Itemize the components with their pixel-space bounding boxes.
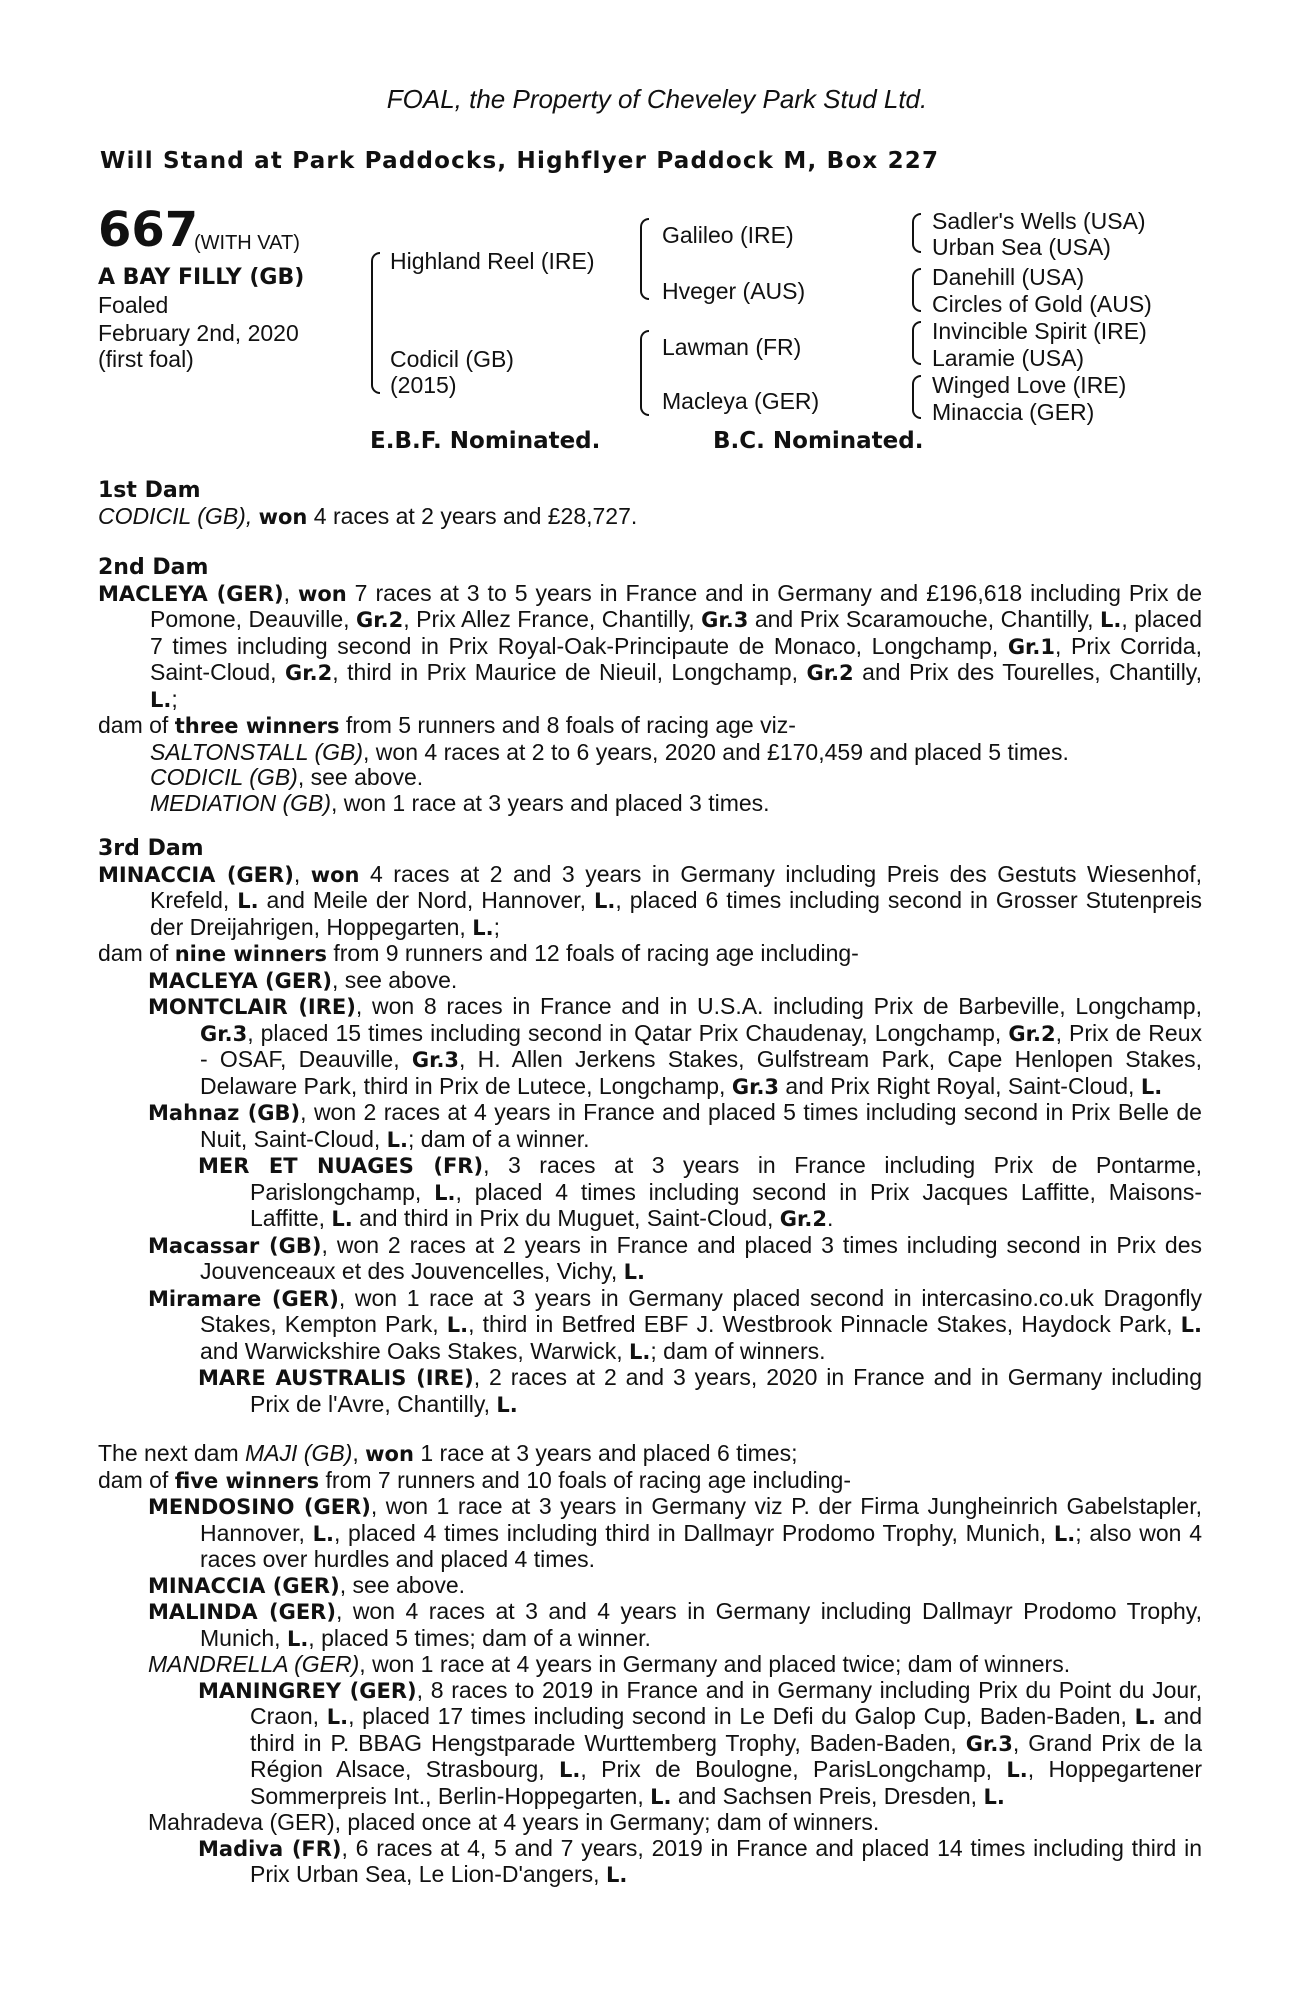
text: 7 races at 3 to 5 years in France and in Germany and £196,618 including Prix de Pomone, Deauville, bbox=[150, 579, 1203, 632]
produce-entry bbox=[98, 1599, 1202, 1652]
bold-text: won bbox=[365, 1442, 414, 1466]
bold-text: L. bbox=[312, 1521, 334, 1546]
g3-ancestor: Danehill (USA) bbox=[932, 264, 1085, 290]
next-dam-record bbox=[98, 1441, 1202, 1468]
text: and Prix Scaramouche, Chantilly, bbox=[748, 606, 1100, 632]
bold-text: L. bbox=[1140, 1074, 1163, 1099]
text: , bbox=[352, 1440, 366, 1466]
text: , H. Allen Jerkens Stakes, Gulfstream Park, Cape Henlopen Stakes, Delaware Park, third in Prix de Lutece, Longchamp, bbox=[200, 1046, 1203, 1099]
italic-text: MEDIATION (GB) bbox=[150, 789, 332, 816]
bold-text: L. bbox=[472, 915, 494, 940]
dam-year: (2015) bbox=[390, 372, 457, 398]
text: and third in P. BBAG Hengstparade Wurttemberg Trophy, Baden-Baden, bbox=[250, 1703, 1202, 1756]
produce-entry bbox=[98, 1153, 1202, 1233]
bold-text: Gr.2 bbox=[806, 661, 854, 685]
text: , Prix de Reux - OSAF, Deauville, bbox=[200, 1019, 1203, 1072]
bold-text: Gr.3 bbox=[200, 1021, 248, 1046]
text: , Prix Corrida, Saint-Cloud, bbox=[150, 632, 1202, 685]
text: and Prix Right Royal, Saint-Cloud, bbox=[779, 1072, 1141, 1099]
bold-text: L. bbox=[605, 1863, 628, 1887]
pedigree-brace-g3-3 bbox=[912, 321, 921, 365]
text: , won 2 races at 4 years in France and placed 5 times including second in Prix Belle de Nuit, Saint-Cloud, bbox=[200, 1099, 1202, 1152]
bold-text: L. bbox=[1006, 1758, 1028, 1782]
text: , Prix de Boulogne, ParisLongchamp, bbox=[580, 1756, 1007, 1782]
text: , 2 races at 2 and 3 years, 2020 in France and in Germany including Prix de l'Avre, Chantilly, bbox=[250, 1364, 1202, 1417]
text: from 5 runners and 8 foals of racing age viz- bbox=[339, 712, 796, 738]
sire-sire-name: Galileo (IRE) bbox=[662, 222, 794, 248]
pedigree-brace-g3-2 bbox=[912, 268, 921, 312]
bold-text: MARE AUSTRALIS (IRE) bbox=[198, 1366, 474, 1390]
text: , won 8 races in France and in U.S.A. including Prix de Barbeville, Longchamp, bbox=[355, 993, 1202, 1019]
produce-entry bbox=[98, 791, 1202, 817]
text: , won 4 races at 3 and 4 years in Germany including Dallmayr Prodomo Trophy, Munich, bbox=[200, 1598, 1202, 1651]
g3-ancestor: Sadler's Wells (USA) bbox=[932, 208, 1146, 234]
text: , won 4 races at 2 to 6 years, 2020 and £170,459 and placed 5 times. bbox=[363, 738, 1069, 765]
dam-sire-name: Lawman (FR) bbox=[662, 334, 802, 360]
bold-text: L. bbox=[150, 687, 172, 712]
produce-entry bbox=[98, 765, 1202, 791]
bold-text: Macassar (GB) bbox=[148, 1233, 322, 1258]
bold-text: L. bbox=[434, 1180, 456, 1205]
italic-text: SALTONSTALL (GB) bbox=[150, 738, 364, 765]
text: , 8 races to 2019 in France and in Germany including Prix du Point du Jour, Craon, bbox=[250, 1676, 1202, 1729]
text: , won 1 race at 4 years in Germany and placed twice; dam of winners. bbox=[359, 1651, 1071, 1677]
bold-text: L. bbox=[650, 1784, 672, 1809]
next-dam-produce-summary bbox=[98, 1468, 1202, 1495]
bold-text: Gr.2 bbox=[285, 661, 333, 685]
text: 4 races at 2 and 3 years in Germany including Preis des Gestuts Wiesenhof, Krefeld, bbox=[150, 860, 1203, 913]
bold-text: Gr.2 bbox=[356, 608, 404, 632]
italic-text: MANDRELLA (GER) bbox=[148, 1651, 360, 1677]
text: from 9 runners and 12 foals of racing age including- bbox=[326, 940, 859, 966]
bold-text: L. bbox=[1134, 1705, 1156, 1729]
text: ; dam of a winner. bbox=[408, 1125, 590, 1152]
dam-dam-name: Macleya (GER) bbox=[662, 388, 820, 414]
next-dam-produce-list bbox=[98, 1494, 1202, 1889]
stand-location: Will Stand at Park Paddocks, Highflyer Paddock M, Box 227 bbox=[100, 148, 940, 174]
first-dam-name: CODICIL (GB), bbox=[98, 502, 253, 529]
third-dam-produce-summary bbox=[98, 941, 1202, 968]
bold-text: Gr.2 bbox=[779, 1207, 827, 1231]
text: ; dam of winners. bbox=[650, 1337, 826, 1364]
text: The next dam bbox=[98, 1440, 246, 1466]
foaled-label: Foaled bbox=[98, 292, 169, 318]
text: , won 1 race at 3 years in Germany placed second in intercasino.co.uk Dragonfly Stakes, Kempton Park, bbox=[200, 1284, 1202, 1337]
bold-text: L. bbox=[386, 1127, 408, 1152]
text: Mahradeva (GER), placed once at 4 years in Germany; dam of winners. bbox=[148, 1809, 880, 1835]
second-dam-heading: 2nd Dam bbox=[98, 555, 209, 580]
bold-text: MANINGREY (GER) bbox=[198, 1678, 417, 1703]
bold-text: won bbox=[297, 581, 347, 606]
lot-description: A BAY FILLY (GB) bbox=[98, 265, 305, 290]
text: , won 1 race at 3 years in Germany viz P. der Firma Jungheinrich Gabelstapler, Hannover, bbox=[200, 1493, 1202, 1546]
pedigree-brace-g3-4 bbox=[912, 375, 921, 419]
text: from 7 runners and 10 foals of racing age including- bbox=[319, 1466, 851, 1493]
bold-text: nine winners bbox=[174, 942, 327, 966]
text: , Prix Allez France, Chantilly, bbox=[403, 606, 702, 632]
produce-entry bbox=[98, 968, 1202, 995]
text: , placed 4 times including second in Prix Jacques Laffitte, Maisons-Laffitte, bbox=[250, 1178, 1202, 1231]
text: , bbox=[283, 579, 298, 606]
bold-text: Gr.3 bbox=[411, 1048, 460, 1072]
bold-text: L. bbox=[594, 889, 616, 913]
bold-text: Gr.2 bbox=[1008, 1021, 1056, 1046]
third-dam-produce-list bbox=[98, 968, 1202, 1419]
bold-text: Gr.3 bbox=[731, 1074, 780, 1099]
bold-text: L. bbox=[983, 1784, 1005, 1809]
produce-entry bbox=[98, 740, 1202, 766]
second-dam-record bbox=[98, 581, 1202, 714]
third-dam-heading: 3rd Dam bbox=[98, 836, 204, 861]
bold-text: MENDOSINO (GER) bbox=[148, 1495, 371, 1519]
ebf-nomination: E.B.F. Nominated. bbox=[370, 428, 601, 454]
bold-text: MONTCLAIR (IRE) bbox=[148, 995, 356, 1019]
second-dam-section bbox=[98, 555, 1202, 816]
pedigree-brace-g3-1 bbox=[912, 213, 921, 253]
text: , 3 races at 3 years in France including Prix de Pontarme, Parislongchamp, bbox=[250, 1152, 1202, 1205]
text: dam of bbox=[98, 712, 175, 738]
first-dam-heading: 1st Dam bbox=[98, 478, 201, 503]
bold-text: L. bbox=[629, 1339, 651, 1364]
bold-text: L. bbox=[1053, 1521, 1076, 1546]
text: , won 1 race at 3 years and placed 3 times. bbox=[331, 789, 770, 816]
text: , placed 4 times including third in Dallmayr Prodomo Trophy, Munich, bbox=[333, 1519, 1054, 1546]
text: ; bbox=[171, 685, 178, 712]
sire-name: Highland Reel (IRE) bbox=[390, 248, 595, 274]
foaled-date: February 2nd, 2020 bbox=[98, 320, 299, 346]
vat-note: (WITH VAT) bbox=[194, 232, 300, 254]
catalogue-header: FOAL, the Property of Cheveley Park Stud Ltd. bbox=[386, 84, 928, 114]
bold-text: L. bbox=[1099, 608, 1122, 632]
pedigree-brace-dam bbox=[640, 330, 649, 416]
bold-text: Gr.3 bbox=[701, 608, 749, 632]
produce-entry bbox=[98, 1286, 1202, 1366]
first-dam-record bbox=[98, 504, 1202, 531]
bold-text: MACLEYA (GER) bbox=[98, 581, 284, 606]
bold-text: MINACCIA (GER) bbox=[98, 862, 294, 887]
text: ; bbox=[493, 913, 500, 940]
text: , see above. bbox=[297, 764, 424, 790]
produce-entry bbox=[98, 1836, 1202, 1889]
third-dam-record bbox=[98, 862, 1202, 942]
sire-dam-name: Hveger (AUS) bbox=[662, 278, 806, 304]
produce-entry bbox=[98, 1233, 1202, 1286]
text: ; also won 4 races over hurdles and placed 4 times. bbox=[200, 1519, 1202, 1572]
bold-text: Gr.3 bbox=[965, 1731, 1013, 1756]
text: dam of bbox=[98, 1466, 175, 1493]
text: , Hoppegartener Sommerpreis Int., Berlin-Hoppegarten, bbox=[250, 1756, 1202, 1809]
text: , 6 races at 4, 5 and 7 years, 2019 in France and placed 14 times including third in Prix Urban Sea, Le Lion-D'angers, bbox=[250, 1834, 1202, 1887]
first-dam-won: won bbox=[258, 504, 308, 529]
bold-text: L. bbox=[559, 1758, 581, 1782]
produce-entry bbox=[98, 1652, 1202, 1678]
text: and third in Prix du Muguet, Saint-Cloud, bbox=[352, 1205, 780, 1231]
text: , bbox=[293, 860, 311, 887]
g3-ancestor: Minaccia (GER) bbox=[932, 399, 1095, 425]
bold-text: L. bbox=[496, 1392, 518, 1417]
text: and Warwickshire Oaks Stakes, Warwick, bbox=[200, 1337, 630, 1364]
bold-text: L. bbox=[237, 889, 259, 913]
pedigree-brace-gen1 bbox=[371, 252, 380, 394]
bold-text: five winners bbox=[174, 1468, 320, 1493]
bold-text: L. bbox=[1180, 1313, 1202, 1337]
text: , won 2 races at 2 years in France and placed 3 times including second in Prix des Jouvenceaux et des Jouvencelles, Vichy, bbox=[200, 1231, 1202, 1284]
bold-text: Gr.1 bbox=[1007, 634, 1056, 659]
produce-entry bbox=[98, 1100, 1202, 1153]
produce-entry bbox=[98, 1494, 1202, 1573]
bold-text: L. bbox=[286, 1626, 309, 1651]
g3-ancestor: Invincible Spirit (IRE) bbox=[932, 318, 1147, 344]
bold-text: MER ET NUAGES (FR) bbox=[198, 1154, 484, 1178]
first-dam-section bbox=[98, 478, 1202, 530]
bold-text: MINACCIA (GER) bbox=[148, 1573, 340, 1598]
produce-entry bbox=[98, 1365, 1202, 1418]
bold-text: L. bbox=[446, 1313, 469, 1337]
text: , see above. bbox=[339, 1571, 465, 1598]
pedigree-brace-sire bbox=[640, 218, 649, 300]
text: dam of bbox=[98, 940, 175, 966]
text: , placed 5 times; dam of a winner. bbox=[308, 1624, 651, 1651]
bold-text: L. bbox=[331, 1207, 353, 1231]
bold-text: L. bbox=[623, 1260, 645, 1284]
bold-text: Mahnaz (GB) bbox=[148, 1101, 301, 1125]
text: 1 race at 3 years and placed 6 times; bbox=[413, 1440, 798, 1466]
text: , Grand Prix de la Région Alsace, Strasbourg, bbox=[250, 1729, 1202, 1782]
g3-ancestor: Urban Sea (USA) bbox=[932, 234, 1111, 260]
produce-entry bbox=[98, 1573, 1202, 1600]
produce-entry bbox=[98, 994, 1202, 1100]
bold-text: Madiva (FR) bbox=[198, 1836, 342, 1861]
g3-ancestor: Circles of Gold (AUS) bbox=[932, 291, 1152, 317]
bold-text: L. bbox=[326, 1705, 349, 1729]
bold-text: MACLEYA (GER) bbox=[148, 968, 332, 993]
g3-ancestor: Laramie (USA) bbox=[932, 345, 1085, 371]
first-foal-note: (first foal) bbox=[98, 346, 194, 372]
text: , placed 15 times including second in Qatar Prix Chaudenay, Longchamp, bbox=[247, 1019, 1009, 1046]
bc-nomination: B.C. Nominated. bbox=[713, 428, 924, 454]
second-dam-produce-summary bbox=[98, 713, 1202, 740]
produce-entry bbox=[98, 1810, 1202, 1836]
produce-entry bbox=[98, 1678, 1202, 1811]
lot-number: 667 bbox=[98, 202, 199, 258]
text: , see above. bbox=[332, 966, 458, 993]
bold-text: won bbox=[310, 862, 360, 887]
dam-name: Codicil (GB) bbox=[390, 346, 514, 372]
text: , placed 17 times including second in Le Defi du Galop Cup, Baden-Baden, bbox=[348, 1703, 1135, 1729]
text: , placed 6 times including second in Grosser Stutenpreis der Dreijahrigen, Hoppegarten, bbox=[150, 887, 1203, 940]
third-dam-section bbox=[98, 836, 1202, 1418]
italic-text: MAJI (GB) bbox=[245, 1440, 353, 1466]
bold-text: Miramare (GER) bbox=[148, 1286, 339, 1311]
g3-ancestor: Winged Love (IRE) bbox=[932, 372, 1127, 398]
bold-text: MALINDA (GER) bbox=[148, 1600, 336, 1624]
text: . bbox=[827, 1205, 834, 1231]
text: and Sachsen Preis, Dresden, bbox=[671, 1782, 984, 1809]
text: , third in Betfred EBF J. Westbrook Pinnacle Stakes, Haydock Park, bbox=[468, 1311, 1181, 1337]
text: , third in Prix Maurice de Nieuil, Longchamp, bbox=[332, 659, 807, 685]
first-dam-text: 4 races at 2 years and £28,727. bbox=[313, 502, 638, 529]
text: , placed 7 times including second in Prix Royal-Oak-Principaute de Monaco, Longchamp, bbox=[150, 606, 1202, 659]
bold-text: three winners bbox=[174, 714, 340, 738]
text: and Meile der Nord, Hannover, bbox=[258, 887, 595, 913]
italic-text: CODICIL (GB) bbox=[150, 764, 298, 790]
text: and Prix des Tourelles, Chantilly, bbox=[853, 659, 1202, 685]
next-dam-section bbox=[98, 1441, 1202, 1889]
